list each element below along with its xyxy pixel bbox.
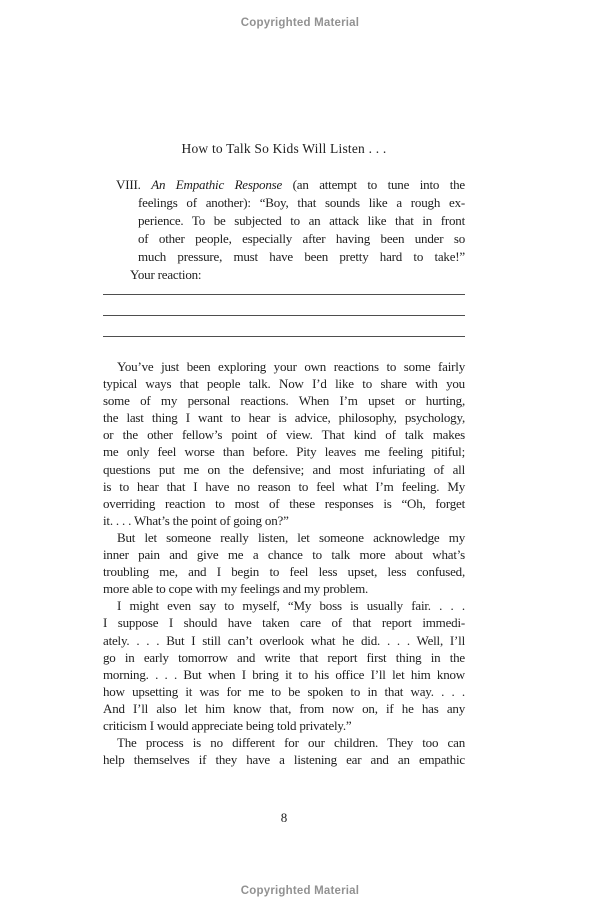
body-line: inner pain and give me a chance to talk more about what’s: [103, 547, 465, 563]
exercise-continuation-lines: [103, 194, 465, 266]
exercise-line: feelings of another): “Boy, that sounds like a rough ex-: [138, 195, 465, 210]
writing-line: [103, 315, 465, 316]
body-line: how upsetting it was for me to be spoken to in that way. . . .: [103, 683, 465, 699]
exercise-first-line: [116, 176, 465, 194]
body-line: You’ve just been exploring your own reactions to some fairly: [117, 359, 465, 374]
exercise-numeral: VIII.: [116, 177, 141, 192]
paragraph: [103, 597, 465, 734]
writing-line: [103, 336, 465, 337]
running-header: How to Talk So Kids Will Listen . . .: [181, 141, 387, 156]
body-line: is to hear that I have no reason to feel what I’m feeling. My: [103, 478, 465, 494]
reaction-prompt: Your reaction:: [130, 267, 202, 282]
body-line: The process is no different for our children. They too can: [117, 735, 465, 751]
paragraph: [103, 529, 465, 597]
copyright-top-label: Copyrighted Material: [240, 17, 360, 29]
exercise-line: perience. To be subjected to an attack like that in front: [138, 213, 465, 228]
page-number: 8: [280, 810, 288, 825]
exercise-title: An Empathic Response: [151, 177, 283, 192]
paragraph: [103, 734, 465, 768]
body-line: troubling me, and I begin to feel less upset, less confused,: [103, 564, 465, 580]
exercise-item: [103, 176, 465, 284]
body-line: ately. . . . But I still can’t overlook what he did. . . . Well, I’ll: [103, 632, 465, 648]
exercise-line: much pressure, must have been pretty hard to take!”: [138, 249, 465, 264]
body-line: I suppose I should have taken care of that report immedi-: [103, 615, 465, 631]
body-line: I might even say to myself, “My boss is usually fair. . . .: [117, 598, 465, 614]
text-column: [103, 140, 465, 768]
body-line: questions put me on the defensive; and most infuriating of all: [103, 461, 465, 477]
writing-lines: [103, 294, 465, 337]
body-line: go in early tomorrow and write that report first thing in the: [103, 649, 465, 665]
writing-line: [103, 294, 465, 295]
exercise-line: of other people, especially after having been under so: [138, 231, 465, 246]
body-line: And I’ll also let him know that, from now on, if he has any: [103, 700, 465, 716]
body-line: more able to cope with my feelings and my problem.: [103, 581, 369, 597]
body-line: morning. . . . But when I bring it to his office I’ll let him know: [103, 666, 465, 682]
body-line: some of my personal reactions. When I’m upset or hurting,: [103, 393, 465, 409]
body-line: me only feel worse than before. Pity leaves me feeling pitiful;: [103, 444, 465, 460]
body-line: typical ways that people talk. Now I’d like to share with you: [103, 376, 465, 392]
body-line: it. . . . What’s the point of going on?”: [103, 512, 289, 528]
body-line: overriding reaction to most of these responses is “Oh, forget: [103, 495, 465, 511]
body-line: the last thing I want to hear is advice, philosophy, psychology,: [103, 410, 465, 426]
body-line: criticism I would appreciate being told privately.”: [103, 717, 352, 733]
copyright-bottom-label: Copyrighted Material: [240, 885, 360, 897]
paragraph: [103, 358, 465, 529]
body-line: But let someone really listen, let someone acknowledge my: [117, 529, 465, 545]
body-line: or the other fellow’s point of view. That kind of talk makes: [103, 427, 465, 443]
exercise-first-line-rest: (an attempt to tune into the: [292, 177, 465, 192]
body-line: help themselves if they have a listening ear and an empathic: [103, 752, 465, 768]
body-text: [103, 358, 465, 768]
